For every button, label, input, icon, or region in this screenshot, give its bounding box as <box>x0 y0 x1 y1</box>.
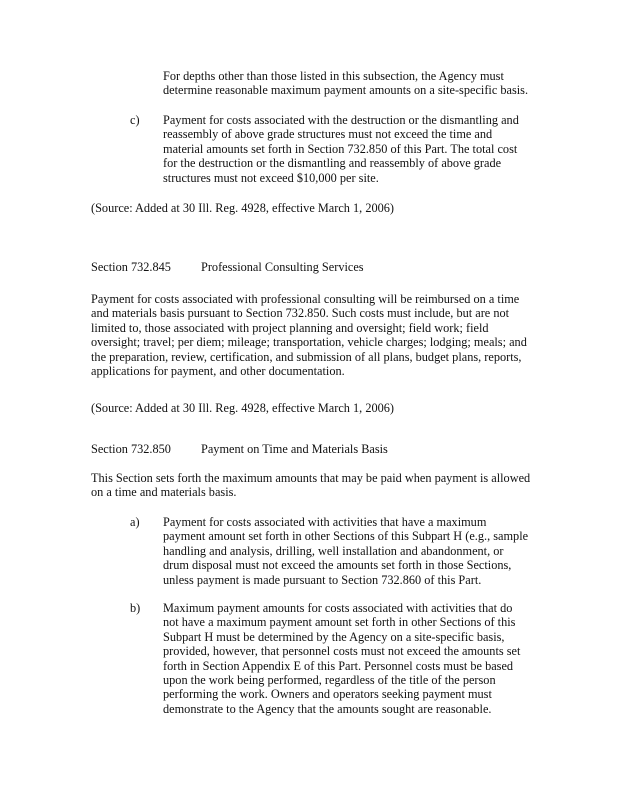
section-850-heading <box>91 442 388 456</box>
section-845-body: Payment for costs associated with professional consulting will be reimbursed on a time and materials basis pursuant to Section 732.850. Such costs must include, but are not limited to, those associated with project planning and oversight; field work; field oversight; travel; per diem; mileage; transportation, vehicle charges; lodging; meals; and the preparation, review, certification, and submission of all plans, budget plans, reports, applications for payment, and other documentation. <box>91 292 527 379</box>
section-845-number: Section 732.845 <box>91 260 171 274</box>
item-b-label: b) <box>130 601 141 615</box>
item-a-text: Payment for costs associated with activities that have a maximum payment amount set forth in other Sections of this Subpart H (e.g., sample handling and analysis, drilling, well installation and abandonment, or drum disposal must not exceed the amounts set forth in those Sections, unless payment is made pursuant to Section 732.860 of this Part. <box>163 515 529 587</box>
item-c-label: c) <box>130 113 140 127</box>
item-c-text: Payment for costs associated with the destruction or the dismantling and reassembly of above grade structures must not exceed the time and material amounts set forth in Section 732.850 of this Part. The total cost for the destruction or the dismantling and reassembly of above grade structures must not exceed $10,000 per site. <box>163 113 519 185</box>
section-845-source: (Source: Added at 30 Ill. Reg. 4928, effective March 1, 2006) <box>91 401 395 415</box>
source-note: (Source: Added at 30 Ill. Reg. 4928, effective March 1, 2006) <box>91 201 395 215</box>
item-a-label: a) <box>130 515 140 529</box>
item-b-text: Maximum payment amounts for costs associated with activities that do not have a maximum payment amount set forth in other Sections of this Subpart H must be determined by the Agency on a site-specific basis, provided, however, that personnel costs must not exceed the amounts set forth in Section Appendix E of this Part. Personnel costs must be based upon the work being performed, regardless of the title of the person performing the work. Owners and operators seeking payment must demonstrate to the Agency that the amounts sought are reasonable. <box>163 601 521 716</box>
section-845-title: Professional Consulting Services <box>201 260 364 274</box>
top-continuation-text: For depths other than those listed in this subsection, the Agency must determine reasonable maximum payment amounts on a site-specific basis. <box>163 69 529 98</box>
section-845-heading <box>91 260 364 274</box>
section-850-number: Section 732.850 <box>91 442 171 456</box>
section-850-intro: This Section sets forth the maximum amounts that may be paid when payment is allowed on a time and materials basis. <box>91 471 531 500</box>
section-850-title: Payment on Time and Materials Basis <box>201 442 388 456</box>
